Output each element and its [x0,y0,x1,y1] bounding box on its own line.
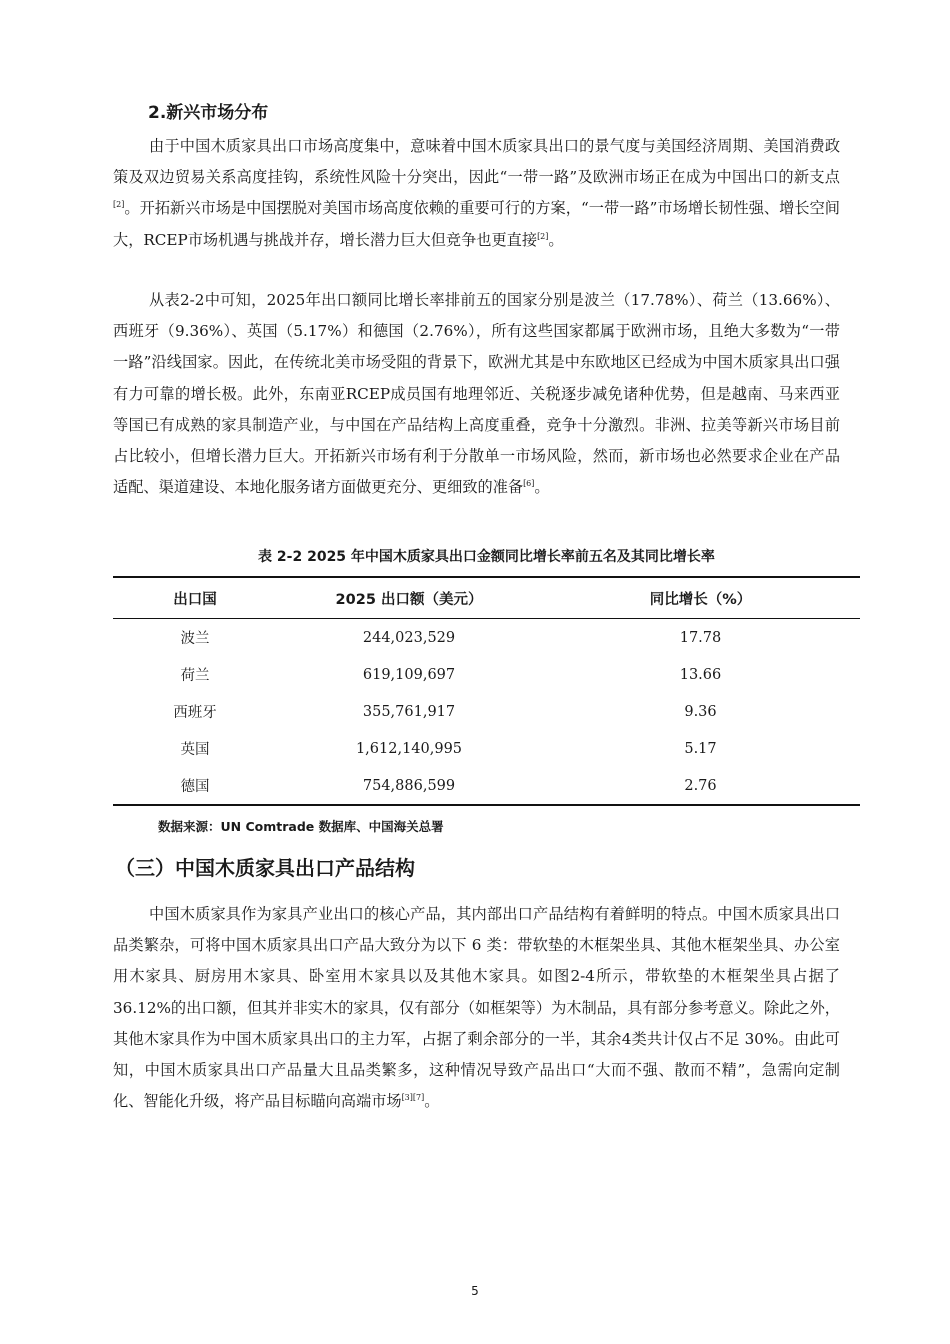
citation-ref[interactable]: [2] [113,200,125,210]
table-cell-export-value: 1,612,140,995 [355,740,463,757]
page-number: 5 [471,1284,479,1298]
table-cell-growth: 13.66 [679,666,722,683]
citation-ref[interactable]: [2] [537,231,549,241]
table-row [113,730,860,767]
paragraph-text: 由于中国木质家具出口市场高度集中，意味着中国木质家具出口的景气度与美国经济周期、美国消费政策及双边贸易关系高度挂钩，系统性风险十分突出，因此“一带一路”及欧洲市场正在成为中国出口的新支点 [113,137,840,187]
subsection-heading: 2.新兴市场分布 [148,103,269,123]
table-source-note: 数据来源：UN Comtrade 数据库、中国海关总署 [158,819,444,834]
table-row [113,619,860,657]
table-cell-country: 西班牙 [173,705,217,721]
paragraph-text: 从表2-2中可知，2025年出口额同比增长率排前五的国家分别是波兰（17.78%）、荷兰（13.66%）、西班牙（9.36%）、英国（5.17%）和德国（2.76%），所有这些国家都属于欧洲市场，且绝大多数为“一带一路”沿线国家。因此，在传统北美市场受阻的背景下，欧洲尤其是中东欧地区已经成为中国木质家具出口强有力可靠的增长极。此外，东南亚RCEP成员国有地理邻近、关税逐步减免诸种优势，但是越南、马来西亚等国已有成熟的家具制造产业，与中国在产品结构上高度重叠，竞争十分激烈。非洲、拉美等新兴市场目前占比较小，但增长潜力巨大。开拓新兴市场有利于分散单一市场风险，然而，新市场也必然要求企业在产品适配、渠道建设、本地化服务诸方面做更充分、更细致的准备 [113,291,840,497]
citation-ref[interactable]: [7] [412,1093,425,1103]
paragraph-text: 中国木质家具作为家具产业出口的核心产品，其内部出口产品结构有着鲜明的特点。中国木质家具出口品类繁杂，可将中国木质家具出口产品大致分为以下 6 类：带软垫的木框架坐具、其他木框架坐具、办公室用木家具、厨房用木家具、卧室用木家具以及其他木家具。如图2-4所示，带软垫的木框架坐具占据了36.12%的出口额，但其并非实木的家具，仅有部分（如框架等）为木制品，具有部分参考意义。除此之外，其他木家具作为中国木质家具出口的主力军，占据了剩余部分的一半，其余4类共计仅占不足 30%。由此可知，中国木质家具出口产品量大且品类繁多，这种情况导致产品出口“大而不强、散而不精”，急需向定制化、智能化升级，将产品目标瞄向高端市场 [113,905,840,1111]
table-cell-country: 德国 [113,767,277,805]
paragraph-text: 。 [534,478,550,497]
table-header-country: 出口国 [113,577,277,619]
table-cell-growth: 9.36 [684,703,717,720]
table-cell-country: 荷兰 [180,668,210,684]
paragraph-product-structure [113,899,840,1117]
paragraph-table-analysis [113,285,840,503]
table-caption: 表 2-2 2025 年中国木质家具出口金额同比增长率前五名及其同比增长率 [258,549,715,565]
paragraph-text: 。 [548,230,564,249]
table-row [113,693,860,730]
table-header-row [113,577,860,619]
citation-ref[interactable]: [3] [401,1093,413,1103]
paragraph-text: 。开拓新兴市场是中国摆脱对美国市场高度依赖的重要可行的方案，“一带一路”市场增长韧性强、增长空间大，RCEP市场机遇与挑战并存，增长潜力巨大但竞争也更直接 [113,199,840,249]
table-cell-export-value: 619,109,697 [362,666,456,683]
table-cell-country: 英国 [180,742,210,758]
table-cell-export-value: 244,023,529 [362,629,456,646]
paragraph-emerging-markets [113,131,840,256]
table-cell-country: 波兰 [180,631,210,647]
table-row [113,656,860,693]
table-header-export-value: 2025 出口额（美元） [277,577,541,619]
citation-ref[interactable]: [6] [523,479,535,489]
export-growth-table [113,576,860,806]
table-cell-export-value: 355,761,917 [362,703,456,720]
table-header-growth: 同比增长（%） [541,577,860,619]
paragraph-text: 。 [424,1092,440,1111]
section-heading: （三）中国木质家具出口产品结构 [115,856,415,880]
table-cell-export-value: 754,886,599 [277,767,541,805]
table-cell-growth: 17.78 [679,629,722,646]
table-cell-growth: 2.76 [541,767,860,805]
table-row [113,767,860,805]
table-cell-growth: 5.17 [684,740,717,757]
